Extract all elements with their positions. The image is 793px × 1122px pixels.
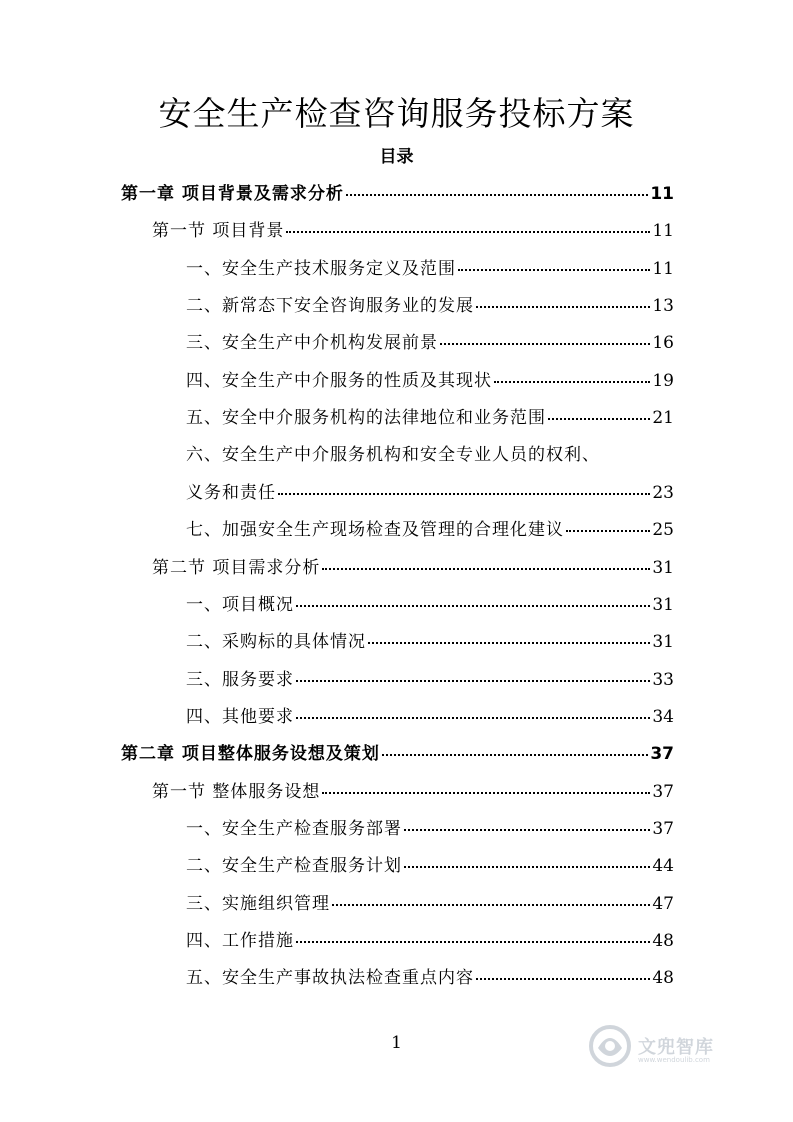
toc-dot-leader [296,680,650,682]
toc-entry[interactable] [152,219,674,243]
toc-entry-title: 七、加强安全生产现场检查及管理的合理化建议 [186,520,564,541]
toc-entry-title: 二、采购标的具体情况 [186,632,366,653]
toc-entry-page: 31 [652,632,674,653]
toc-dot-leader [476,978,650,980]
toc-entry-title: 三、安全生产中介机构发展前景 [186,333,438,354]
toc-entry-title: 一、项目概况 [186,594,294,615]
watermark-url: www.wendoulib.com [638,1056,710,1064]
toc-entry-page: 25 [652,520,674,541]
toc-entry[interactable] [121,182,674,206]
toc-entry-title: 义务和责任 [186,482,276,503]
toc-entry-title: 三、实施组织管理 [186,893,330,914]
toc-entry-page: 11 [650,184,674,204]
toc-dot-leader [494,381,650,383]
page-number: 1 [391,1033,402,1053]
toc-entry[interactable] [186,331,674,355]
toc-dot-leader [548,418,650,420]
toc-dot-leader [322,792,650,794]
toc-entry-title: 六、安全生产中介服务机构和安全专业人员的权利、 [186,445,600,466]
toc-entry-page: 37 [652,818,674,839]
toc-dot-leader [286,231,650,233]
toc-entry[interactable] [186,817,674,841]
toc-dot-leader [296,941,650,943]
toc-entry-page: 21 [652,408,674,429]
toc-heading: 目录 [379,147,414,167]
toc-entry-title: 第二章 项目整体服务设想及策划 [121,744,380,765]
toc-entry-page: 13 [652,296,674,317]
toc-entry-page: 31 [652,557,674,578]
toc-entry-page: 23 [652,482,674,503]
toc-dot-leader [296,717,650,719]
toc-entry-page: 31 [652,594,674,615]
toc-entry-page: 11 [652,221,674,242]
toc-dot-leader [322,568,650,570]
watermark-brand: 文兜智库 [638,1037,714,1058]
toc-entry-title: 第一章 项目背景及需求分析 [121,184,344,204]
document-title: 安全生产检查咨询服务投标方案 [158,94,635,133]
toc-entry-page: 16 [652,333,674,354]
toc-entry[interactable] [186,668,674,692]
toc-entry-title: 第一节 整体服务设想 [152,781,321,802]
toc-entry-title: 四、安全生产中介服务的性质及其现状 [186,370,492,391]
toc-entry[interactable] [186,369,674,393]
toc-dot-leader [440,343,650,345]
toc-entry-title: 五、安全生产事故执法检查重点内容 [186,968,474,989]
toc-entry-title: 五、安全中介服务机构的法律地位和业务范围 [186,408,546,429]
toc-entry-page: 48 [652,931,674,951]
toc-entry[interactable] [152,556,674,580]
toc-dot-leader [278,493,650,495]
toc-dot-leader [332,904,650,906]
toc-entry[interactable] [186,294,674,318]
toc-entry[interactable] [186,406,674,430]
toc-entry-page: 44 [652,856,674,877]
toc-entry[interactable] [121,742,674,766]
toc-entry-title: 二、新常态下安全咨询服务业的发展 [186,296,474,317]
toc-entry-title: 二、安全生产检查服务计划 [186,856,402,877]
toc-entry[interactable] [186,257,674,281]
toc-entry[interactable] [152,780,674,804]
toc-entry-page: 37 [652,781,674,802]
toc-entry[interactable] [186,929,674,953]
toc-dot-leader [382,754,648,756]
toc-dot-leader [404,866,650,868]
toc-entry-page: 47 [652,893,674,914]
toc-entry[interactable] [186,481,674,505]
toc-dot-leader [566,530,650,532]
toc-entry[interactable] [186,443,674,467]
toc-dot-leader [296,605,650,607]
toc-entry-title: 四、其他要求 [186,706,294,727]
toc-entry-page: 37 [650,744,674,765]
toc-entry-page: 33 [652,669,674,690]
toc-entry[interactable] [186,892,674,916]
toc-dot-leader [476,306,650,308]
toc-entry-page: 34 [652,706,674,727]
toc-dot-leader [368,642,650,644]
toc-entry-page: 48 [652,968,674,989]
toc-entry-title: 一、安全生产检查服务部署 [186,818,402,839]
toc-entry[interactable] [186,854,674,878]
toc-entry-title: 一、安全生产技术服务定义及范围 [186,258,456,279]
toc-entry[interactable] [186,518,674,542]
toc-entry[interactable] [186,630,674,654]
toc-entry-title: 第二节 项目需求分析 [152,557,321,578]
toc-dot-leader [346,194,648,196]
toc-entry-page: 19 [652,370,674,391]
toc-entry-page: 11 [652,258,674,279]
wendou-logo-icon [588,1024,632,1068]
toc-entry-title: 四、工作措施 [186,931,294,951]
toc-entry[interactable] [186,705,674,729]
toc-entry[interactable] [186,593,674,617]
toc-entry-title: 三、服务要求 [186,669,294,690]
watermark [588,1024,758,1068]
toc-entry-title: 第一节 项目背景 [152,221,285,242]
toc-entry[interactable] [186,966,674,990]
toc-dot-leader [458,269,650,271]
toc-dot-leader [404,829,650,831]
